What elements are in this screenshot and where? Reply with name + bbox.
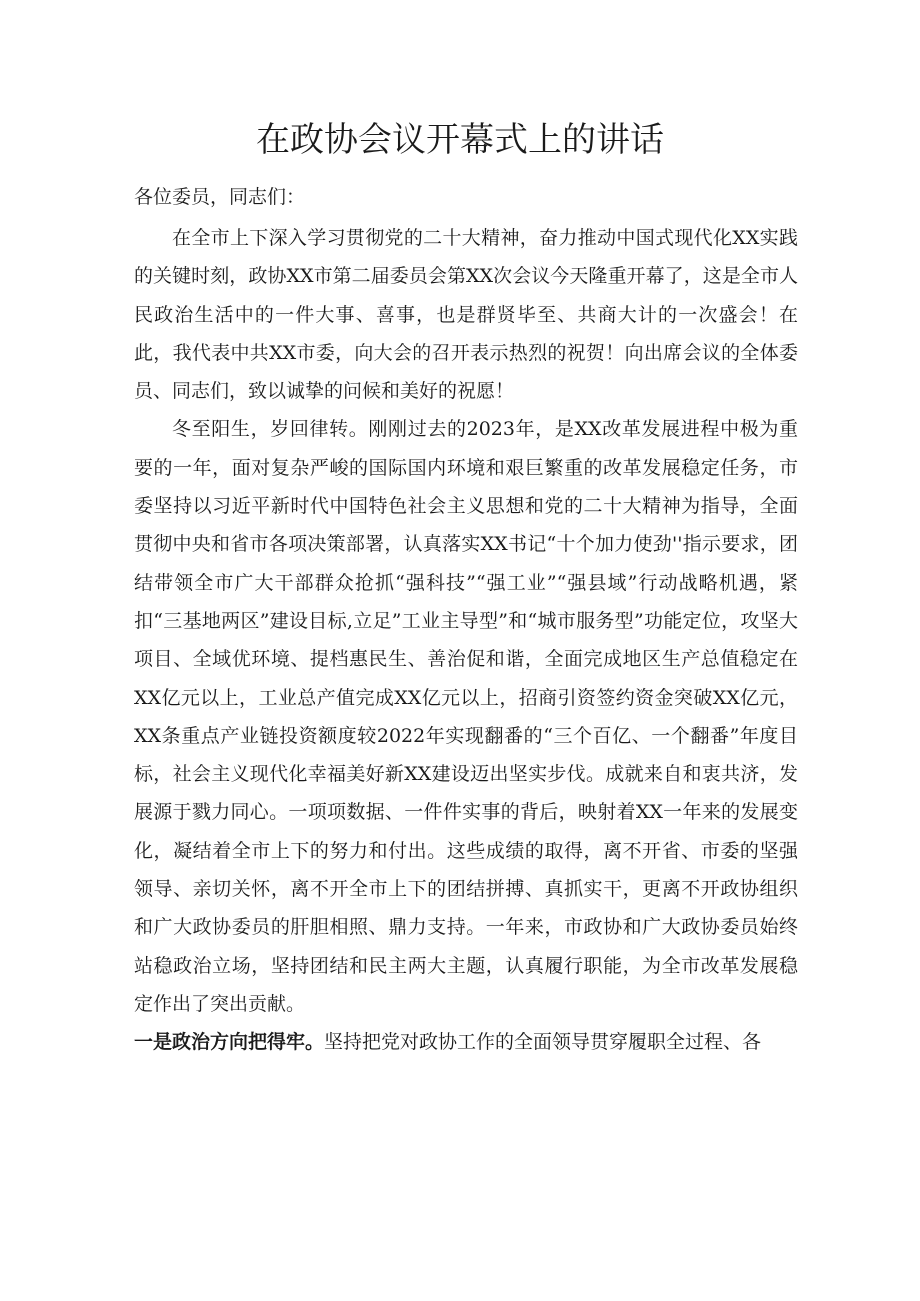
point-one-text: 坚持把党对政协工作的全面领导贯穿履职全过程、各 — [324, 1031, 762, 1054]
document-title: 在政协会议开幕式上的讲话 — [256, 120, 664, 160]
paragraph-point-one — [134, 1023, 798, 1061]
paragraph-review: 冬至阳生，岁回律转。刚刚过去的2023年，是XX改革发展进程中极为重要的一年，面对复杂严峻的国际国内环境和艰巨繁重的改革发展稳定任务，市委坚持以习近平新时代中国特色社会主义思想和党的二十大精神为指导，全面贯彻中央和省市各项决策部署，认真落实XX书记“十个加力使劲''指示要求，团结带领全市广大干部群众抢抓“强科技”“强工业”“强县域”行动战略机遇，紧扣“三基地两区”建设目标,立足”工业主导型”和“城市服务型”功能定位，攻坚大项目、全域优环境、提档惠民生、善治促和谐，全面完成地区生产总值稳定在XX亿元以上，工业总产值完成XX亿元以上，招商引资签约资金突破XX亿元，XX条重点产业链投资额度较2022年实现翻番的“三个百亿、一个翻番”年度目标，社会主义现代化幸福美好新XX建设迈出坚实步伐。成就来自和衷共济，发展源于戮力同心。一项项数据、一件件实事的背后，映射着XX一年来的发展变化，凝结着全市上下的努力和付出。这些成绩的取得，离不开省、市委的坚强领导、亲切关怀，离不开全市上下的团结拼搏、真抓实干，更离不开政协组织和广大政协委员的肝胆相照、鼎力支持。一年来，市政协和广大政协委员始终站稳政治立场，坚持团结和民主两大主题，认真履行职能，为全市改革发展稳定作出了突出贡献。 — [134, 418, 798, 1015]
document-body — [134, 219, 798, 1062]
point-one-heading: 一是政治方向把得牢。 — [134, 1031, 325, 1054]
salutation: 各位委员，同志们： — [134, 186, 306, 208]
paragraph-opening: 在全市上下深入学习贯彻党的二十大精神，奋力推动中国式现代化XX实践的关键时刻，政协XX市第二届委员会第XX次会议今天隆重开幕了，这是全市人民政治生活中的一件大事、喜事，也是群贤毕至、共商大计的一次盛会！在此，我代表中共XX市委，向大会的召开表示热烈的祝贺！向出席会议的全体委员、同志们，致以诚挚的问候和美好的祝愿！ — [134, 227, 798, 403]
